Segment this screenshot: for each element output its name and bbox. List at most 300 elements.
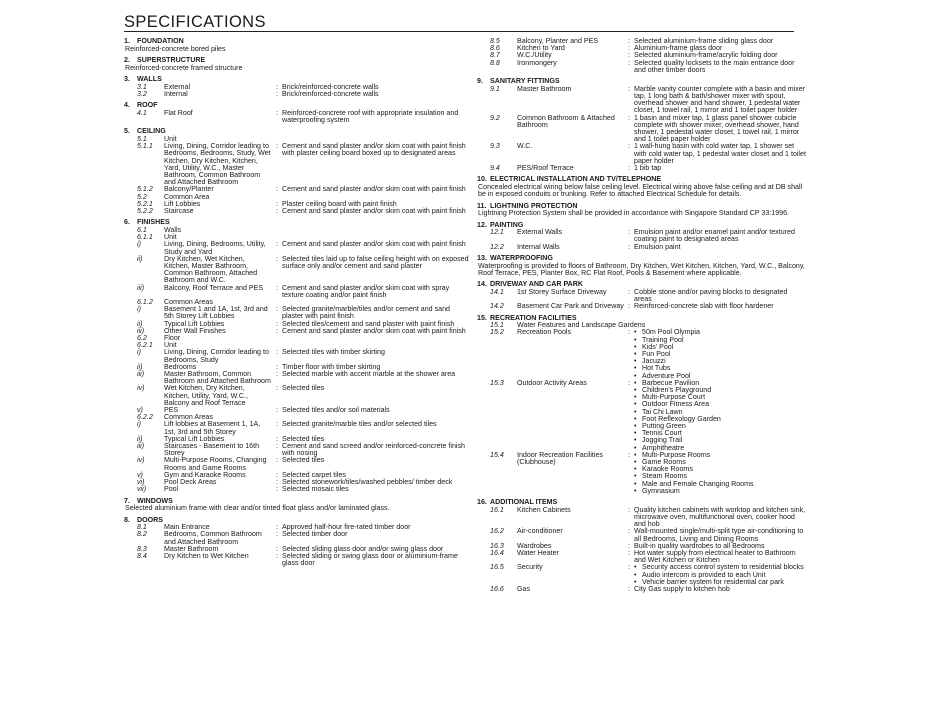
item-number: 12.1 — [490, 228, 504, 237]
item-value: Cement and sand plaster and/or skim coat with paint finish with plaster ceiling board boxed up to designated areas — [282, 142, 466, 158]
item-label: W.C. — [517, 142, 533, 151]
spec-section — [124, 38, 469, 53]
section-number: 12. — [477, 220, 487, 229]
item-number: i) — [137, 240, 141, 249]
item-value — [634, 452, 807, 495]
item-number: 9.1 — [490, 84, 500, 93]
colon: : — [628, 527, 630, 536]
spec-section — [477, 222, 807, 251]
colon: : — [276, 523, 278, 532]
colon: : — [276, 362, 278, 371]
colon: : — [276, 206, 278, 215]
section-title: DRIVEWAY AND CAR PARK — [490, 280, 584, 289]
section-title: ADDITIONAL ITEMS — [490, 498, 558, 507]
spec-row — [124, 285, 469, 299]
item-label: PES/Roof Terrace — [517, 164, 574, 173]
item-label: Living, Dining, Corridor leading to Bedrooms, Bedrooms, Study, Wet Kitchen, Dry Kitchen, Kitchen, Yard, Utility, W.C., Master Bathroom, Common Bathroom and Attached Bathroom — [164, 142, 271, 187]
item-label: Basement Car Park and Driveway — [517, 302, 624, 311]
item-number: iv) — [137, 384, 145, 393]
spec-section — [124, 128, 469, 215]
bullet-icon: • — [634, 371, 637, 380]
item-label: Common Bathroom & Attached Bathroom — [517, 113, 615, 129]
colon: : — [628, 378, 630, 387]
spec-row — [124, 457, 469, 471]
spec-row — [477, 550, 807, 564]
bullet-icon: • — [634, 563, 637, 572]
item-label: Water Features and Landscape Gardens — [517, 321, 646, 330]
item-label: Lift lobbies at Basement 1, 1A, 1st, 3rd and 5th Storey — [164, 420, 261, 436]
item-label: Dry Kitchen, Wet Kitchen, Kitchen, Master Bathroom, Common Bathroom, Attached Bathroom and W.C. — [164, 254, 258, 285]
spec-row — [477, 564, 807, 586]
item-number: 5.1 — [137, 134, 147, 143]
spec-row — [477, 528, 807, 542]
item-label: Flat Roof — [164, 108, 193, 117]
spec-row — [477, 452, 807, 495]
bullet-icon: • — [634, 400, 637, 409]
section-number: 9. — [477, 77, 483, 86]
item-number: 9.4 — [490, 164, 500, 173]
item-value: Cobble stone and/or paving blocks to designated areas — [634, 287, 788, 303]
colon: : — [276, 108, 278, 117]
item-label: Kitchen to Yard — [517, 44, 565, 53]
item-number: 8.2 — [137, 530, 147, 539]
colon: : — [276, 434, 278, 443]
bullet-icon: • — [634, 429, 637, 438]
item-value: Selected timber door — [282, 530, 348, 539]
item-label: Master Bathroom — [517, 84, 572, 93]
bullet-icon: • — [634, 486, 637, 495]
item-number: 9.3 — [490, 142, 500, 151]
item-number: 4.1 — [137, 108, 147, 117]
item-label: Gas — [517, 585, 531, 594]
spec-row — [124, 256, 469, 285]
item-number: iii) — [137, 326, 145, 335]
item-number: 5.1.2 — [137, 185, 153, 194]
item-label: Bedrooms — [164, 362, 197, 371]
colon: : — [628, 549, 630, 558]
spec-row — [477, 289, 807, 303]
bullet-text: Amphitheatre — [642, 443, 685, 452]
section-title: ROOF — [137, 101, 158, 110]
item-label: Pool Deck Areas — [164, 478, 217, 487]
item-number: 16.2 — [490, 527, 504, 536]
spec-section — [477, 255, 807, 277]
item-number: 6.1 — [137, 225, 147, 234]
colon: : — [628, 563, 630, 572]
item-number: 8.6 — [490, 44, 500, 53]
spec-section — [477, 78, 807, 172]
item-label: Unit — [164, 341, 177, 350]
item-value: Selected quality locksets to the main entrance door and other timber doors — [634, 58, 795, 74]
section-text: Reinforced-concrete framed structure — [125, 63, 243, 72]
spec-section — [124, 102, 469, 124]
colon: : — [628, 541, 630, 550]
bullet-icon: • — [634, 328, 637, 337]
spec-row — [124, 241, 469, 255]
spec-row — [124, 443, 469, 457]
bullet-text: Tennis Court — [642, 429, 682, 438]
item-value: Built-in quality wardrobes to all Bedrooms — [634, 541, 765, 550]
colon: : — [628, 58, 630, 67]
item-number: 14.1 — [490, 287, 504, 296]
item-label: Typical Lift Lobbies — [164, 319, 225, 328]
spec-section — [124, 76, 469, 98]
spec-row — [124, 371, 469, 385]
section-title: DOORS — [137, 515, 164, 524]
section-title: WATERPROOFING — [490, 253, 553, 262]
item-number: vii) — [137, 485, 147, 494]
bullet-icon: • — [634, 570, 637, 579]
item-label: Unit — [164, 233, 177, 242]
colon: : — [276, 442, 278, 451]
item-value: Approved half-hour fire-rated timber door — [282, 523, 411, 532]
item-value: Selected marble with accent marble at the shower area — [282, 370, 456, 379]
section-text: Waterproofing is provided to floors of Bathroom, Dry Kitchen, Wet Kitchen, Kitchen, Yard, W.C., Balcony, Roof Terrace, PES, Planter Box, RC Flat Roof, Pools & Basement where applicable. — [478, 261, 805, 277]
item-label: Basement 1 and 1A, 1st, 3rd and 5th Storey Lift Lobbies — [164, 305, 268, 321]
colon: : — [628, 164, 630, 173]
item-number: 8.4 — [137, 552, 147, 561]
section-title: SUPERSTRUCTURE — [137, 55, 206, 64]
colon: : — [276, 319, 278, 328]
item-number: i) — [137, 420, 141, 429]
section-number: 6. — [124, 218, 130, 227]
item-number: 8.8 — [490, 58, 500, 67]
bullet-text: Karaoke Rooms — [642, 465, 693, 474]
section-number: 13. — [477, 253, 487, 262]
section-title: FOUNDATION — [137, 37, 184, 45]
section-number: 1. — [124, 37, 130, 45]
item-label: W.C./Utility — [517, 51, 552, 60]
item-number: 6.1.2 — [137, 297, 153, 306]
section-number: 2. — [124, 55, 130, 64]
item-label: Common Areas — [164, 297, 213, 306]
colon: : — [276, 89, 278, 98]
item-number: 12.2 — [490, 242, 504, 251]
spec-row — [124, 306, 469, 320]
item-value: Aluminium-frame glass door — [634, 44, 723, 53]
colon: : — [276, 456, 278, 465]
colon: : — [628, 328, 630, 337]
bullet-text: 50m Pool Olympia — [642, 328, 700, 337]
spec-section — [124, 498, 469, 513]
item-value: Reinforced-concrete slab with floor hardener — [634, 302, 774, 311]
bullet-text: Jacuzzi — [642, 357, 666, 366]
section-text: Lightning Protection System shall be provided in accordance with Singapore Standard CP 33:1996. — [478, 209, 790, 218]
item-number: 16.1 — [490, 505, 504, 514]
bullet-text: Vehicle barrier system for residential car park — [642, 577, 784, 586]
spec-row — [477, 244, 807, 251]
bullet-icon: • — [634, 472, 637, 481]
item-label: Multi-Purpose Rooms, Changing Rooms and Game Rooms — [164, 456, 267, 472]
bullet-text: Tai Chi Lawn — [642, 407, 683, 416]
colon: : — [276, 283, 278, 292]
spec-row — [477, 86, 807, 115]
bullet-icon: • — [634, 357, 637, 366]
item-number: 5.2.1 — [137, 199, 153, 208]
colon: : — [276, 478, 278, 487]
item-number: 6.2.1 — [137, 341, 153, 350]
item-label: Other Wall Finishes — [164, 326, 226, 335]
colon: : — [628, 228, 630, 237]
item-value: Brick/reinforced-concrete walls — [282, 82, 379, 91]
item-number: 6.2 — [137, 334, 147, 342]
item-value: Selected granite/marble/tiles and/or cement and sand plaster with paint finish — [282, 305, 450, 321]
item-number: 15.3 — [490, 378, 504, 387]
colon: : — [276, 406, 278, 415]
bullet-text: Barbecue Pavilion — [642, 378, 700, 387]
item-number: 3.2 — [137, 89, 147, 98]
item-number: 16.4 — [490, 549, 504, 558]
item-number: 3.1 — [137, 82, 147, 91]
item-label: Main Entrance — [164, 523, 210, 532]
bullet-icon: • — [634, 385, 637, 394]
item-value: Selected stonework/tiles/washed pebbles/ timber deck — [282, 478, 453, 487]
section-title: SANITARY FITTINGS — [490, 77, 560, 86]
item-value: Timber floor with timber skirting — [282, 362, 381, 371]
item-label: Common Area — [164, 192, 210, 201]
colon: : — [276, 530, 278, 539]
spec-section — [477, 315, 807, 495]
item-label: Internal — [164, 89, 188, 98]
item-label: Internal Walls — [517, 242, 560, 251]
colon: : — [628, 37, 630, 45]
spec-section — [124, 219, 469, 493]
item-label: 1st Storey Surface Driveway — [517, 287, 607, 296]
bullet-text: Adventure Pool — [642, 371, 691, 380]
bullet-icon: • — [634, 436, 637, 445]
bullet-text: Fun Pool — [642, 349, 671, 358]
spec-row — [124, 531, 469, 545]
item-label: Recreation Pools — [517, 328, 572, 337]
item-value: City Gas supply to kitchen hob — [634, 585, 730, 594]
spec-section — [477, 499, 807, 593]
section-title: WINDOWS — [137, 496, 173, 505]
item-label: External — [164, 82, 191, 91]
item-label: Unit — [164, 134, 177, 143]
spec-row — [477, 329, 807, 379]
bullet-icon: • — [634, 364, 637, 373]
spec-section — [477, 38, 807, 74]
section-title: ELECTRICAL INSTALLATION AND TV/TELEPHONE — [490, 175, 662, 184]
bullet-text: Putting Green — [642, 422, 686, 430]
item-number: 15.1 — [490, 321, 504, 330]
bullet-text: Foot Reflexology Garden — [642, 414, 721, 423]
bullet-icon: • — [634, 443, 637, 452]
bullet-text: Hot Tubs — [642, 364, 671, 373]
item-value: Selected mosaic tiles — [282, 485, 349, 494]
item-value: Selected aluminium-frame sliding glass door — [634, 37, 774, 45]
item-label: Lift Lobbies — [164, 199, 201, 208]
item-number: 5.2.2 — [137, 206, 153, 215]
spec-section — [124, 517, 469, 568]
item-number: 16.3 — [490, 541, 504, 550]
colon: : — [276, 240, 278, 249]
item-label: Outdoor Activity Areas — [517, 378, 587, 387]
item-value — [634, 329, 807, 379]
spec-row — [477, 507, 807, 529]
spec-row — [124, 110, 469, 124]
colon: : — [628, 113, 630, 122]
colon: : — [276, 348, 278, 357]
title-rule — [124, 31, 794, 32]
bullet-icon: • — [634, 349, 637, 358]
item-number: 8.7 — [490, 51, 500, 60]
section-number: 7. — [124, 496, 130, 505]
section-title: CEILING — [137, 127, 166, 136]
colon: : — [628, 84, 630, 93]
item-value: Selected granite/marble tiles and/or selected tiles — [282, 420, 437, 429]
item-label: Dry Kitchen to Wet Kitchen — [164, 552, 249, 561]
page-title: SPECIFICATIONS — [124, 13, 266, 31]
section-title: LIGHTNING PROTECTION — [490, 201, 578, 210]
spec-row — [477, 143, 807, 165]
item-number: iii) — [137, 370, 145, 379]
bullet-text: Game Rooms — [642, 458, 686, 467]
item-value: Cement and sand plaster and/or skim coat with spray texture coating and/or paint finish — [282, 283, 450, 299]
colon: : — [628, 450, 630, 459]
bullet-text: Training Pool — [642, 335, 684, 344]
item-label: Walls — [164, 225, 182, 234]
bullet-icon: • — [634, 342, 637, 351]
bullet-text: Children's Playground — [642, 385, 712, 394]
section-number: 14. — [477, 280, 487, 289]
spec-row — [124, 486, 469, 493]
item-value: Hot water supply from electrical heater to Bathroom and Wet Kitchen or Kitchen — [634, 549, 796, 565]
item-value: Selected tiles and/or soil materials — [282, 406, 390, 415]
bullet-icon: • — [634, 577, 637, 586]
item-number: iii) — [137, 442, 145, 451]
item-number: 14.2 — [490, 302, 504, 311]
item-value: Selected sliding or swing glass door or aluminium-frame glass door — [282, 552, 458, 568]
spec-row — [124, 421, 469, 435]
item-label: Indoor Recreation Facilities (Clubhouse) — [517, 450, 603, 467]
right-column — [477, 38, 807, 597]
item-number: ii) — [137, 362, 143, 371]
item-number: i) — [137, 305, 141, 314]
item-label: Floor — [164, 334, 181, 342]
item-value: Wall-mounted single/multi-split type air-conditioning to all Bedrooms, Living and Dining Rooms — [634, 527, 804, 543]
colon: : — [628, 302, 630, 311]
item-label: Common Areas — [164, 413, 213, 422]
item-value: Plaster ceiling board with paint finish — [282, 199, 397, 208]
colon: : — [628, 51, 630, 60]
spec-section — [124, 57, 469, 72]
item-label: Wet Kitchen, Dry Kitchen, Kitchen, Utility, Yard, W.C., Balcony and Roof Terrace — [164, 384, 248, 407]
section-number: 10. — [477, 175, 487, 184]
bullet-text: Outdoor Fitness Area — [642, 400, 710, 409]
spec-row — [477, 165, 807, 172]
item-value: Emulsion paint and/or enamel paint and/or textured coating paint to designated areas — [634, 228, 795, 244]
item-label: Balcony/Planter — [164, 185, 214, 194]
bullet-icon: • — [634, 378, 637, 387]
item-value — [634, 564, 807, 586]
bullet-icon: • — [634, 450, 637, 459]
spec-row — [124, 143, 469, 186]
bullet-icon: • — [634, 458, 637, 467]
item-label: Security — [517, 563, 543, 572]
item-number: iv) — [137, 456, 145, 465]
item-value: Selected tiles — [282, 384, 325, 393]
item-value: Selected carpet tiles — [282, 470, 346, 479]
colon: : — [276, 370, 278, 379]
item-label: Wardrobes — [517, 541, 552, 550]
bullet-icon: • — [634, 393, 637, 402]
section-title: FINISHES — [137, 218, 170, 227]
left-column — [124, 38, 469, 572]
bullet-icon: • — [634, 479, 637, 488]
item-number: 15.4 — [490, 450, 504, 459]
item-value: Brick/reinforced-concrete walls — [282, 89, 379, 98]
colon: : — [628, 505, 630, 514]
spec-row — [124, 208, 469, 215]
item-value: Selected tiles laid up to false ceiling height with on exposed surface only and/or cement and sand plaster — [282, 254, 469, 270]
item-label: Ironmongery — [517, 58, 557, 67]
section-title: WALLS — [137, 74, 162, 83]
item-number: v) — [137, 406, 143, 415]
colon: : — [276, 420, 278, 429]
section-text: Selected aluminium frame with clear and/or tinted float glass and/or laminated glass. — [125, 504, 390, 513]
colon: : — [628, 142, 630, 151]
item-label: Staircases - Basement to 16th Storey — [164, 442, 260, 458]
section-text: Reinforced-concrete bored piles — [125, 44, 226, 53]
item-label: Water Heater — [517, 549, 559, 558]
section-number: 5. — [124, 127, 130, 136]
item-number: 6.2.2 — [137, 413, 153, 422]
item-value: Selected aluminium-frame/acrylic folding door — [634, 51, 778, 60]
bullet-icon: • — [634, 335, 637, 344]
bullet-text: Multi-Purpose Court — [642, 393, 706, 402]
item-label: Balcony, Planter and PES — [517, 37, 599, 45]
colon: : — [628, 44, 630, 53]
colon: : — [276, 384, 278, 393]
section-number: 15. — [477, 313, 487, 322]
bullet-text: Security access control system to residential blocks — [642, 563, 804, 572]
item-number: 5.1.1 — [137, 142, 153, 151]
spec-row — [124, 349, 469, 363]
item-value: 1 wall-hung basin with cold water tap, 1 shower set with cold water tap, 1 pedestal water closet and 1 toilet paper holder — [634, 142, 806, 165]
spec-row — [124, 91, 469, 98]
section-number: 11. — [477, 201, 487, 210]
item-label: PES — [164, 406, 179, 415]
spec-row — [124, 553, 469, 567]
item-number: i) — [137, 348, 141, 357]
item-number: 6.1.1 — [137, 233, 153, 242]
item-label: External Walls — [517, 228, 563, 237]
item-number: 15.2 — [490, 328, 504, 337]
colon: : — [628, 585, 630, 594]
item-value: Cement and sand plaster and/or skim coat with paint finish — [282, 206, 466, 215]
item-number: 9.2 — [490, 113, 500, 122]
bullet-text: Jogging Trail — [642, 436, 683, 445]
spec-row — [477, 586, 807, 593]
bullet-icon: • — [634, 414, 637, 423]
item-label: Balcony, Roof Terrace and PES — [164, 283, 264, 292]
bullet-text: Audio intercom is provided to each Unit — [642, 570, 766, 579]
section-title: PAINTING — [490, 220, 524, 229]
section-number: 4. — [124, 101, 130, 110]
item-label: Bedrooms, Common Bathroom and Attached Bathroom — [164, 530, 262, 546]
spec-row — [477, 303, 807, 310]
item-value: Reinforced-concrete roof with appropriate insulation and waterproofing system — [282, 108, 459, 124]
colon: : — [276, 142, 278, 151]
item-value: Selected tiles — [282, 456, 325, 465]
colon: : — [276, 470, 278, 479]
section-number: 8. — [124, 515, 130, 524]
bullet-item — [634, 488, 807, 495]
item-value: Marble vanity counter complete with a basin and mixer tap, 1 long bath & bath/shower mixer with spout, overhead shower and hand shower, 1 pedestal water closet, 1 towel rail, 1 mirror and 1 toilet paper holder — [634, 84, 806, 115]
item-value: Cement and sand plaster and/or skim coat with paint finish — [282, 326, 466, 335]
bullet-text: Multi-Purpose Rooms — [642, 450, 711, 459]
